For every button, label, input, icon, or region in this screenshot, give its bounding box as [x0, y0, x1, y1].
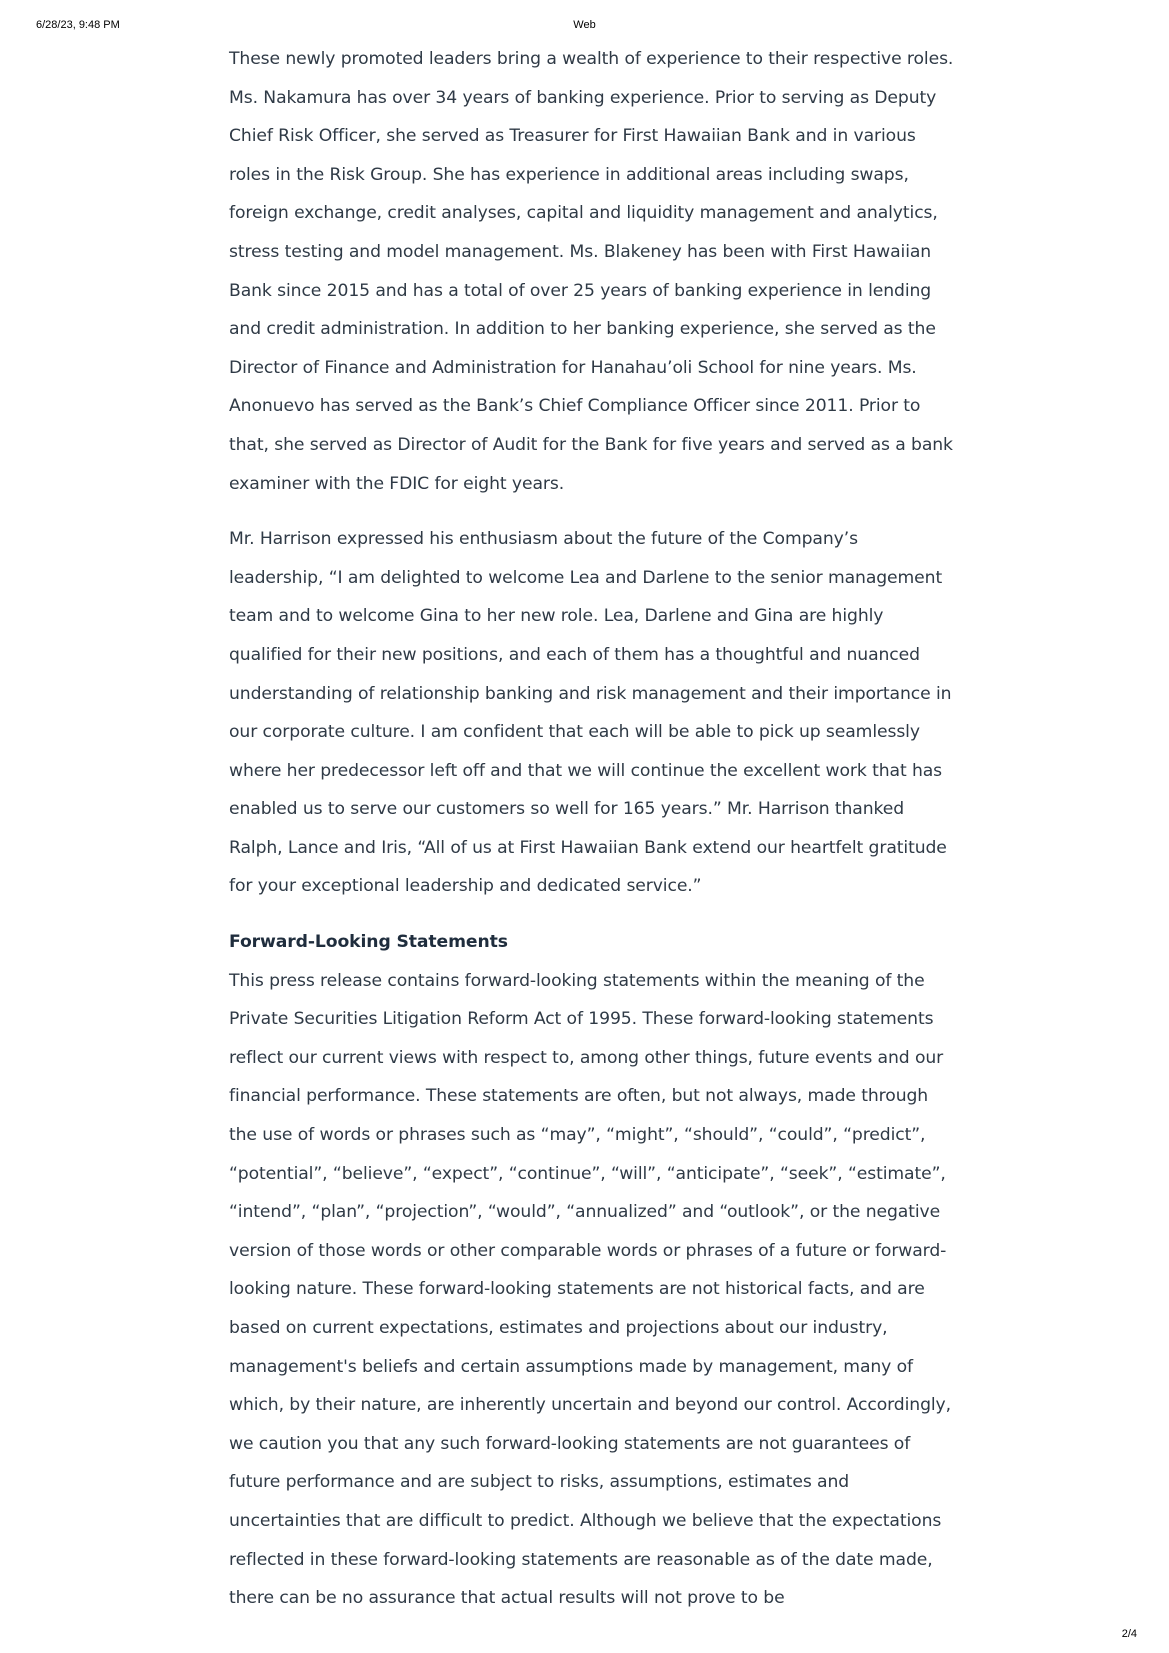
paragraph-forward-looking-statements: This press release contains forward-looking statements within the meaning of the Private Securities Litigation Reform Act of 1995. These forward-looking statements reflect our current views with respect to, among other things, future events and our financial performance. These statements are often, but not always, made through the use of words or phrases such as “may”, “might”, “should”, “could”, “predict”, “potential”, “believe”, “expect”, “continue”, “will”, “anticipate”, “seek”, “estimate”, “intend”, “plan”, “projection”, “would”, “annualized” and “outlook”, or the negative version of those words or other comparable words or phrases of a future or forward-looking nature. These forward-looking statements are not historical facts, and are based on current expectations, estimates and projections about our industry, management's beliefs and certain assumptions made by management, many of which, by their nature, are inherently uncertain and beyond our control. Accordingly, we caution you that any such forward-looking statements are not guarantees of future performance and are subject to risks, assumptions, estimates and uncertainties that are difficult to predict. Although we believe that the expectations reflected in these forward-looking statements are reasonable as of the date made, there can be no assurance that actual results will not prove to be: [229, 970, 951, 1609]
print-date: 6/28/23, 9:48 PM: [36, 19, 120, 31]
page-number: 2/4: [1121, 1628, 1137, 1640]
print-header: [0, 19, 1169, 35]
print-page-title: Web: [573, 19, 596, 31]
paragraph-harrison-quote: Mr. Harrison expressed his enthusiasm about the future of the Company’s leadership, “I am delighted to welcome Lea and Darlene to the senior management team and to welcome Gina to her new role. Lea, Darlene and Gina are highly qualified for their new positions, and each of them has a thoughtful and nuanced understanding of relationship banking and risk management and their importance in our corporate culture. I am confident that each will be able to pick up seamlessly where her predecessor left off and that we will continue the excellent work that has enabled us to serve our customers so well for 165 years.” Mr. Harrison thanked Ralph, Lance and Iris, “All of us at First Hawaiian Bank extend our heartfelt gratitude for your exceptional leadership and dedicated service.”: [229, 529, 952, 897]
article-body: [229, 40, 955, 1618]
paragraph-executive-experience: These newly promoted leaders bring a wealth of experience to their respective roles. Ms. Nakamura has over 34 years of banking experience. Prior to serving as Deputy Chief Risk Officer, she served as Treasurer for First Hawaiian Bank and in various roles in the Risk Group. She has experience in additional areas including swaps, foreign exchange, credit analyses, capital and liquidity management and analytics, stress testing and model management. Ms. Blakeney has been with First Hawaiian Bank since 2015 and has a total of over 25 years of banking experience in lending and credit administration. In addition to her banking experience, she served as the Director of Finance and Administration for Hanahau’oli School for nine years. Ms. Anonuevo has served as the Bank’s Chief Compliance Officer since 2011. Prior to that, she served as Director of Audit for the Bank for five years and served as a bank examiner with the FDIC for eight years.: [229, 49, 954, 494]
section-heading-forward-looking: Forward-Looking Statements: [229, 932, 508, 953]
